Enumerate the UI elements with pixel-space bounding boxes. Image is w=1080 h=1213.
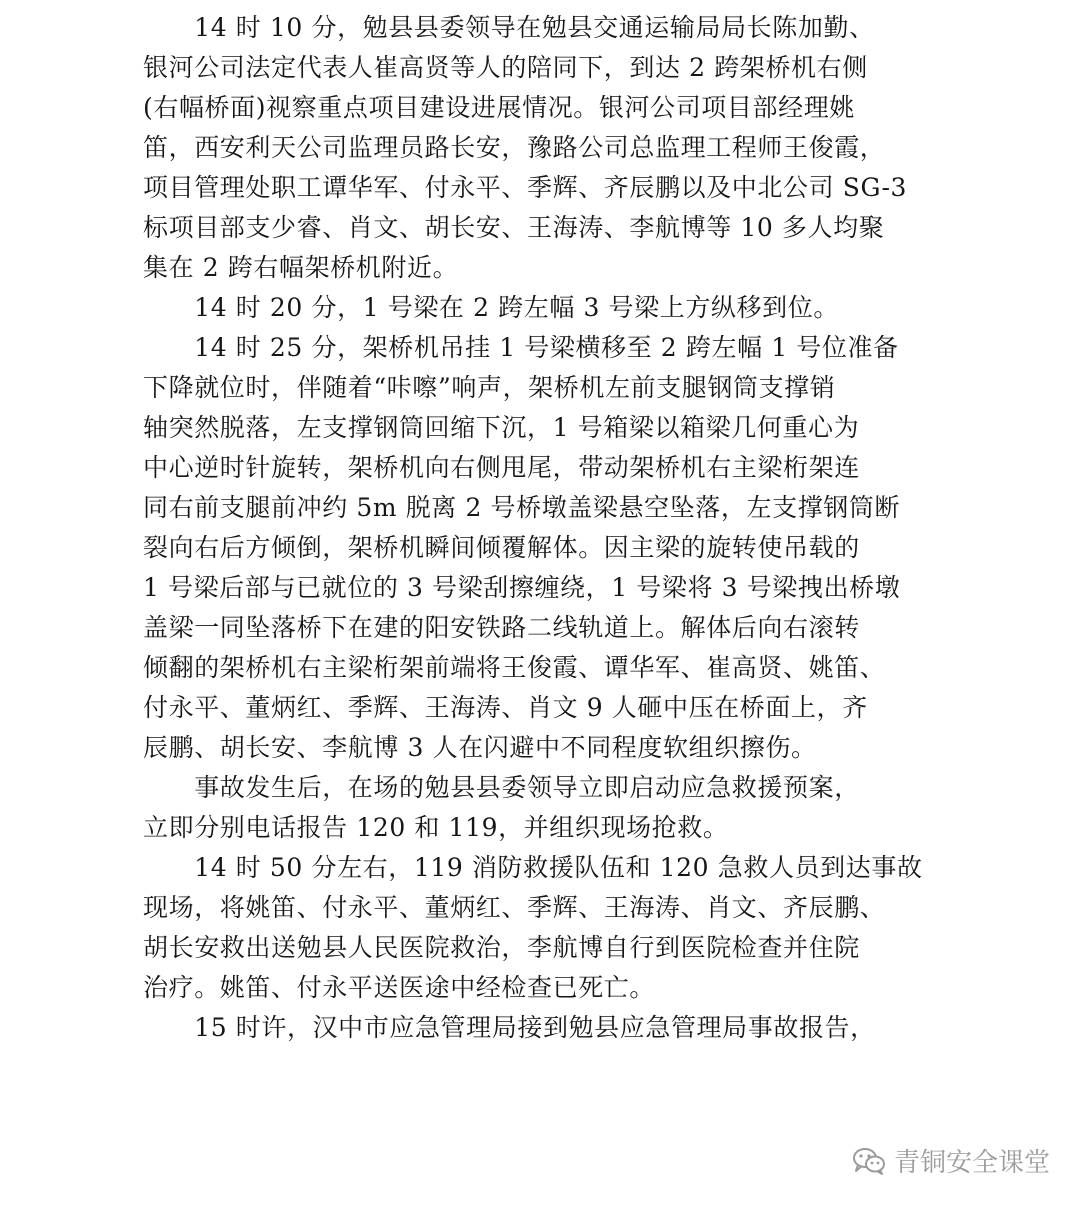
text-line: 裂向右后方倾倒，架桥机瞬间倾覆解体。因主梁的旋转使吊载的 — [143, 533, 860, 562]
paragraph — [143, 8, 963, 288]
text-line: 项目管理处职工谭华军、付永平、季辉、齐辰鹏以及中北公司 SG-3 — [143, 173, 908, 202]
text-line: 辰鹏、胡长安、李航博 3 人在闪避中不同程度软组织擦伤。 — [143, 733, 817, 762]
text-line: 倾翻的架桥机右主梁桁架前端将王俊霞、谭华军、崔高贤、姚笛、 — [143, 653, 886, 682]
paragraph — [143, 768, 963, 848]
paragraph — [143, 288, 963, 328]
text-line: 中心逆时针旋转，架桥机向右侧甩尾，带动架桥机右主梁桁架连 — [143, 453, 860, 482]
watermark-text: 青铜安全课堂 — [893, 1148, 1050, 1178]
text-line: 集在 2 跨右幅架桥机附近。 — [143, 253, 459, 282]
text-line: 轴突然脱落，左支撑钢筒回缩下沉，1 号箱梁以箱梁几何重心为 — [143, 413, 860, 442]
paragraph — [143, 328, 963, 768]
text-line: 胡长安救出送勉县人民医院救治，李航博自行到医院检查并住院 — [143, 933, 860, 962]
text-line: 治疗。姚笛、付永平送医途中经检查已死亡。 — [143, 973, 656, 1002]
text-line: 14 时 25 分，架桥机吊挂 1 号梁横移至 2 跨左幅 1 号位准备 — [143, 333, 899, 362]
watermark — [852, 1142, 1050, 1179]
text-line: 15 时许，汉中市应急管理局接到勉县应急管理局事故报告， — [143, 1013, 876, 1042]
text-line: 立即分别电话报告 120 和 119，并组织现场抢救。 — [143, 813, 729, 842]
text-line: 1 号梁后部与已就位的 3 号梁刮擦缠绕，1 号梁将 3 号梁拽出桥墩 — [143, 573, 901, 602]
text-line: 标项目部支少睿、肖文、胡长安、王海涛、李航博等 10 多人均聚 — [143, 213, 885, 242]
text-line: 下降就位时，伴随着“咔嚓”响声，架桥机左前支腿钢筒支撑销 — [143, 373, 836, 402]
text-line: 同右前支腿前冲约 5m 脱离 2 号桥墩盖梁悬空坠落，左支撑钢筒断 — [143, 493, 901, 522]
text-line: 14 时 50 分左右，119 消防救援队伍和 120 急救人员到达事故 — [143, 853, 923, 882]
text-line: 事故发生后，在场的勉县县委领导立即启动应急救援预案， — [143, 773, 860, 802]
paragraph — [143, 848, 963, 1008]
document-body — [143, 8, 963, 1048]
text-line: 笛，西安利天公司监理员路长安，豫路公司总监理工程师王俊霞， — [143, 133, 886, 162]
text-line: 14 时 10 分，勉县县委领导在勉县交通运输局局长陈加勤、 — [143, 13, 875, 42]
paragraph — [143, 1008, 963, 1048]
text-line: 现场，将姚笛、付永平、董炳红、季辉、王海涛、肖文、齐辰鹏、 — [143, 893, 886, 922]
text-line: 付永平、董炳红、季辉、王海涛、肖文 9 人砸中压在桥面上，齐 — [143, 693, 868, 722]
text-line: (右幅桥面)视察重点项目建设进展情况。银河公司项目部经理姚 — [143, 93, 855, 122]
text-line: 银河公司法定代表人崔高贤等人的陪同下，到达 2 跨架桥机右侧 — [143, 53, 868, 82]
text-line: 14 时 20 分，1 号梁在 2 跨左幅 3 号梁上方纵移到位。 — [143, 293, 839, 322]
text-line: 盖梁一同坠落桥下在建的阳安铁路二线轨道上。解体后向右滚转 — [143, 613, 860, 642]
wechat-icon — [852, 1146, 886, 1176]
